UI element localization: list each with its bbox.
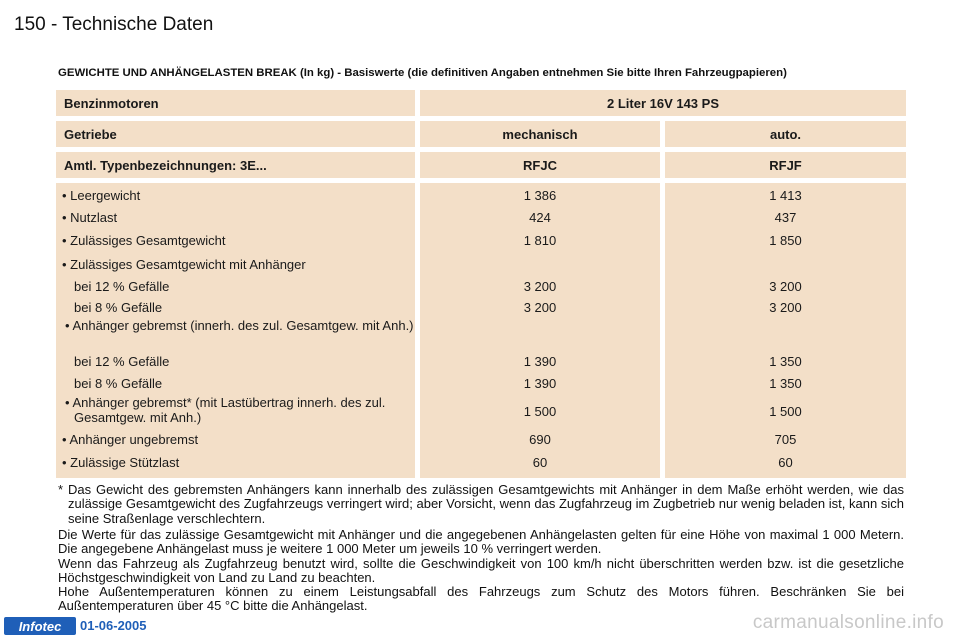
table-row-label: • Anhänger gebremst* (mit Lastübertrag innerh. des zul. Gesamtgew. mit Anh.)	[65, 395, 386, 425]
table-cell: 60	[778, 455, 793, 470]
table-cell: 437	[774, 209, 797, 225]
table-cell	[665, 252, 906, 276]
table-cell: 1 386	[523, 188, 557, 203]
table-cell: 1 390	[523, 353, 557, 369]
page-title: 150 - Technische Daten	[14, 14, 214, 35]
table-cell	[420, 252, 660, 276]
edition-date: 01-06-2005	[80, 618, 147, 633]
table-cell: 1 390	[523, 376, 557, 391]
manual-column	[420, 183, 660, 478]
table-row-label: • Zulässiges Gesamtgewicht mit Anhänger	[62, 256, 306, 272]
table-cell: 1 350	[769, 376, 802, 391]
table-cell: 1 350	[769, 353, 802, 369]
gearbox-auto: auto.	[665, 121, 906, 147]
table-row-label: • Nutzlast	[62, 209, 118, 225]
section-heading: GEWICHTE UND ANHÄNGELASTEN BREAK (In kg) - Basiswerte (die definitiven Angaben entnehmen Sie bitte Ihren Fahrzeugpapieren)	[58, 67, 787, 79]
table-row-label: • Leergewicht	[62, 188, 141, 203]
engine-value: 2 Liter 16V 143 PS	[420, 90, 906, 116]
type-label: Amtl. Typenbezeichnungen: 3E...	[56, 152, 415, 178]
table-cell: 3 200	[769, 300, 802, 315]
weights-table	[56, 90, 906, 478]
table-cell: 424	[529, 209, 551, 225]
table-cell: 1 810	[523, 232, 557, 248]
table-cell: 705	[774, 432, 797, 447]
table-cell: 1 500	[523, 404, 557, 419]
watermark: carmanualsonline.info	[752, 612, 944, 633]
table-cell: 3 200	[769, 279, 802, 294]
gearbox-row	[56, 121, 906, 147]
gearbox-label: Getriebe	[56, 121, 415, 147]
type-row	[56, 152, 906, 178]
footnote: * Das Gewicht des gebremsten Anhängers kann innerhalb des zulässigen Gesamtgewichts mit Anhänger in dem Maße erhöht werden, wie das zulässige Gesamtgewicht des Zugfahrzeugs verringert wird; aber Vorsicht, wenn das Zugfahrzeug im Zugbetrieb nur wenig beladen ist, kann sich seine Straßenlage verschlechtern.	[58, 482, 904, 526]
table-cell: 60	[532, 455, 548, 470]
table-cell: 1 500	[769, 404, 802, 419]
table-row-label: bei 12 % Gefälle	[74, 353, 170, 369]
table-cell: 3 200	[523, 279, 557, 294]
paragraph-speed: Wenn das Fahrzeug als Zugfahrzeug benutzt wird, sollte die Geschwindigkeit von 100 km/h nicht überschritten werden bzw. ist die gesetzliche Höchstgeschwindigkeit von Land zu Land zu beachten.	[58, 556, 904, 586]
table-row-label: • Anhänger ungebremst	[62, 432, 199, 447]
table-row-label: • Zulässiges Gesamtgewicht	[62, 232, 226, 248]
table-row-label: • Zulässige Stützlast	[62, 455, 180, 470]
table-row-label: bei 8 % Gefälle	[74, 300, 163, 315]
table-row-label: • Anhänger gebremst (innerh. des zul. Gesamtgew. mit Anh.)	[65, 318, 414, 333]
table-row-label: bei 8 % Gefälle	[74, 376, 163, 391]
weights-body	[56, 183, 906, 478]
table-cell: 690	[529, 432, 551, 447]
table-row-label: bei 12 % Gefälle	[74, 279, 170, 294]
paragraph-temperature: Hohe Außentemperaturen können zu einem Leistungsabfall des Fahrzeugs zum Schutz des Motors führen. Beschränken Sie bei Außentemperaturen über 45 °C bitte die Anhängelast.	[58, 584, 904, 614]
table-cell: 1 850	[769, 232, 802, 248]
type-auto: RFJF	[665, 152, 906, 178]
label-column	[56, 183, 415, 478]
auto-column	[665, 183, 906, 478]
gearbox-manual: mechanisch	[420, 121, 660, 147]
engine-label: Benzinmotoren	[56, 90, 415, 116]
engine-row	[56, 90, 906, 116]
type-manual: RFJC	[420, 152, 660, 178]
table-cell: 3 200	[523, 300, 557, 315]
table-cell	[665, 318, 906, 350]
paragraph-altitude: Die Werte für das zulässige Gesamtgewicht mit Anhänger und die angegebenen Anhängelasten gelten für eine Höhe von maximal 1 000 Metern. Die angegebene Anhängelast muss je weitere 1 000 Meter um jeweils 10 % verringert werden.	[58, 527, 904, 557]
table-cell: 1 413	[769, 188, 802, 203]
brand-logo: Infotec	[4, 617, 76, 635]
table-cell	[420, 318, 660, 350]
